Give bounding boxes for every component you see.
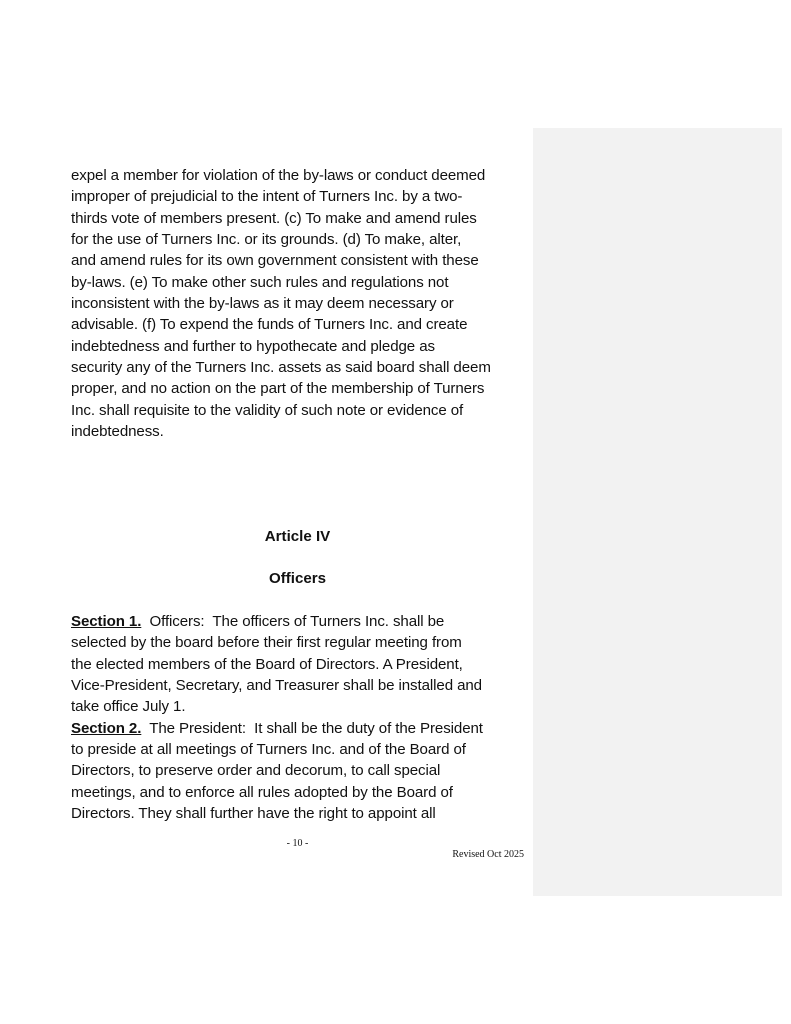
section-2-text: The President: It shall be the duty of the President xyxy=(141,719,483,737)
section-1 xyxy=(71,611,527,718)
text-line: indebtedness. xyxy=(71,423,164,441)
text-line xyxy=(71,718,527,739)
text-line: selected by the board before their first regular meeting from xyxy=(71,634,462,652)
text-line: indebtedness and further to hypothecate and pledge as xyxy=(71,337,435,355)
page-number: - 10 - xyxy=(286,838,309,849)
text-line: and amend rules for its own government consistent with these xyxy=(71,252,479,270)
text-line: to preside at all meetings of Turners Inc. and of the Board of xyxy=(71,741,466,759)
text-line: improper of prejudicial to the intent of Turners Inc. by a two- xyxy=(71,188,463,206)
text-line: security any of the Turners Inc. assets as said board shall deem xyxy=(71,359,491,377)
article-subtitle: Officers xyxy=(268,570,327,587)
text-line: Inc. shall requisite to the validity of such note or evidence of xyxy=(71,401,464,419)
text-line: meetings, and to enforce all rules adopted by the Board of xyxy=(71,783,453,801)
continuation-paragraph xyxy=(71,165,527,442)
paragraph-text xyxy=(71,165,527,442)
section-1-text: Officers: The officers of Turners Inc. shall be xyxy=(141,613,445,630)
text-line: advisable. (f) To expend the funds of Turners Inc. and create xyxy=(71,316,468,334)
text-line: the elected members of the Board of Directors. A President, xyxy=(71,655,463,673)
section-1-label: Section 1. xyxy=(71,613,142,630)
sections-block xyxy=(71,611,527,824)
section-2-label: Section 2. xyxy=(71,719,142,737)
text-line xyxy=(71,611,527,632)
section-2 xyxy=(71,718,527,825)
text-line: Vice-President, Secretary, and Treasurer shall be installed and xyxy=(71,677,482,695)
text-line: take office July 1. xyxy=(71,698,186,716)
text-line: thirds vote of members present. (c) To make and amend rules xyxy=(71,209,477,227)
text-line: expel a member for violation of the by-laws or conduct deemed xyxy=(71,167,486,184)
text-line: by-laws. (e) To make other such rules and regulations not xyxy=(71,273,449,291)
text-line: proper, and no action on the part of the membership of Turners xyxy=(71,380,485,398)
article-title: Article IV xyxy=(264,528,331,545)
text-line: inconsistent with the by-laws as it may deem necessary or xyxy=(71,295,454,313)
comment-margin-pane xyxy=(533,128,782,896)
revision-note: Revised Oct 2025 xyxy=(452,849,524,860)
text-line: Directors, to preserve order and decorum, to call special xyxy=(71,762,441,780)
text-line: Directors. They shall further have the right to appoint all xyxy=(71,805,436,823)
text-line: for the use of Turners Inc. or its grounds. (d) To make, alter, xyxy=(71,231,462,249)
